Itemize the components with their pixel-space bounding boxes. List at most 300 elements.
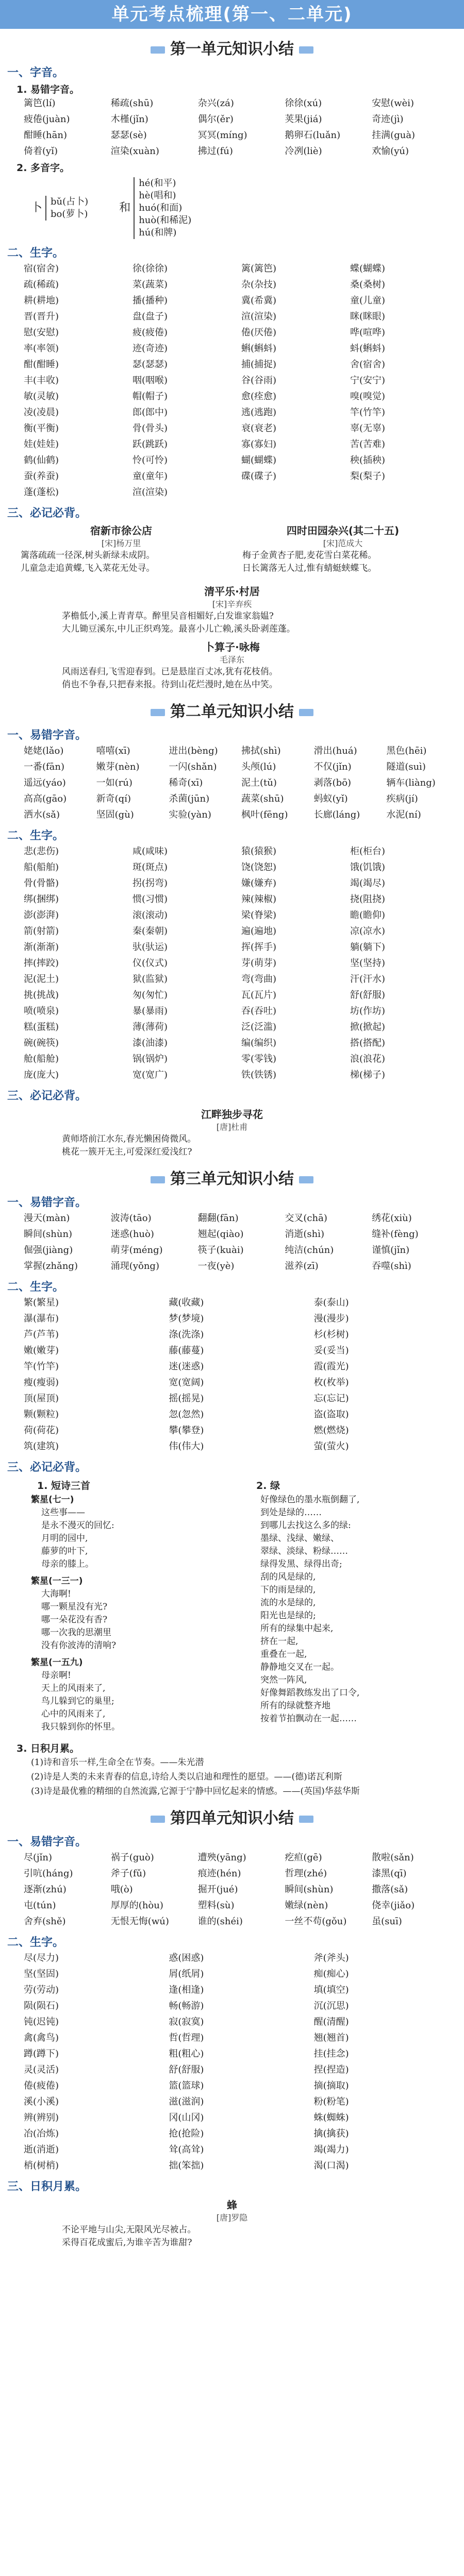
char-item: 糕(蛋糕) xyxy=(24,1022,59,1032)
pron-item: 逐渐(zhú) xyxy=(24,1884,67,1895)
pron-item: 头颅(lú) xyxy=(241,761,276,772)
pron-item: 枫叶(fēng) xyxy=(241,809,288,820)
char-item: 躺(躺下) xyxy=(350,942,386,953)
pron-item: 冥冥(míng) xyxy=(197,130,247,141)
char-item: 搭(搭配) xyxy=(350,1038,386,1048)
char-item: 猿(猿猴) xyxy=(241,846,277,857)
pron-item: 一番(fān) xyxy=(24,761,65,772)
song-line: 下的雨是绿的, xyxy=(260,1585,316,1595)
poem-line: 大儿锄豆溪东,中儿正织鸡笼。最喜小儿亡赖,溪头卧剥莲蓬。 xyxy=(62,624,295,634)
char-item: 浪(浪花) xyxy=(350,1054,386,1064)
char-item: 蚕(养蚕) xyxy=(24,471,59,482)
char-item: 衡(平衡) xyxy=(24,423,59,434)
char-item: 骨(骨骼) xyxy=(24,878,59,889)
char-item: 芦(芦苇) xyxy=(24,1329,59,1340)
pron-item: 交叉(chā) xyxy=(285,1213,327,1224)
u1-char-grid xyxy=(24,262,456,499)
char-item: 藤(藤蔓) xyxy=(169,1345,204,1356)
song-block xyxy=(21,1494,224,1571)
char-item: 丰(丰收) xyxy=(24,375,59,386)
char-item: 梁(脊梁) xyxy=(241,910,277,921)
char-item: 迷(迷惑) xyxy=(169,1361,204,1372)
saying: (3)诗是最优雅的精细的自然流露,它源于宁静中回忆起来的情感。——(英国)华兹华斯 xyxy=(31,1786,360,1797)
poem-title: 卜算子·咏梅 xyxy=(204,641,260,653)
pron-item: 哲理(zhé) xyxy=(285,1868,327,1879)
char-item: 桑(桑树) xyxy=(350,279,386,290)
char-item: 眯(眯眼) xyxy=(350,311,386,322)
char-item: 哗(喧哗) xyxy=(350,327,386,338)
u3-sub-c: 3. 日积月累。 xyxy=(16,1743,80,1754)
char-item: 坊(作坊) xyxy=(350,1006,386,1016)
pron-item: 一夜(yè) xyxy=(197,1261,235,1272)
char-item: 寡(寡妇) xyxy=(241,439,277,450)
poem-line: 黄师塔前江水东,春光懒困倚微风。 xyxy=(62,1134,196,1144)
pron-item: 辆车(liàng) xyxy=(386,777,436,788)
char-item: 耕(耕地) xyxy=(24,295,59,306)
char-item: 帽(帽子) xyxy=(132,391,168,402)
song-line: 所有的绿集中起来, xyxy=(260,1623,334,1634)
song-line: 挤在一起, xyxy=(260,1636,299,1647)
pron-item: 迸出(bèng) xyxy=(169,745,218,756)
char-item: 宁(安宁) xyxy=(350,375,386,386)
poem xyxy=(21,523,222,575)
char-item: 泰(泰山) xyxy=(313,1297,349,1308)
char-item: 悲(悲伤) xyxy=(24,846,59,857)
u1-poems xyxy=(21,523,443,580)
poem xyxy=(62,584,402,636)
song-title: 繁星(一五九) xyxy=(31,1657,83,1668)
char-item: 酣(酣睡) xyxy=(24,359,59,370)
char-item: 坚(坚固) xyxy=(24,1969,59,1979)
pron-item: 倔强(jiàng) xyxy=(24,1245,73,1256)
u4-sec3: 三、日积月累。 xyxy=(7,2180,87,2193)
char-item: 谷(谷雨) xyxy=(241,375,277,386)
char-item: 漫(漫步) xyxy=(313,1313,349,1324)
pron-item: 稀奇(xī) xyxy=(169,777,203,788)
char-item: 惑(困惑) xyxy=(169,1953,204,1963)
char-item: 涤(洗涤) xyxy=(169,1329,204,1340)
char-item: 篱(篱笆) xyxy=(241,263,277,274)
pron-item: 瑟瑟(sè) xyxy=(110,130,147,141)
pron-item: 谨慎(jǐn) xyxy=(372,1245,410,1256)
char-item: 渴(口渴) xyxy=(313,2160,349,2171)
char-item: 梯(梯子) xyxy=(350,1070,386,1080)
pron-item: 渲染(xuàn) xyxy=(110,146,159,157)
char-item: 衰(衰老) xyxy=(241,423,277,434)
char-item: 凌(凌晨) xyxy=(24,407,59,418)
pron-item: 杂兴(zá) xyxy=(197,98,234,109)
pron-item: 引吭(háng) xyxy=(24,1868,73,1879)
song-line: 哪一朵花没有香? xyxy=(41,1615,108,1625)
char-item: 尽(尽力) xyxy=(24,1953,59,1963)
pron-item: 徐徐(xú) xyxy=(285,98,322,109)
char-item: 饶(饶恕) xyxy=(241,862,277,873)
poem-author: [宋]杨万里 xyxy=(101,538,141,548)
polyphone-readings xyxy=(134,177,191,239)
pron-item: 木槿(jǐn) xyxy=(110,114,148,125)
pron-item: 撒落(sǎ) xyxy=(372,1884,408,1895)
song-title: 繁星(一三一) xyxy=(31,1576,83,1586)
pron-item: 坚固(gù) xyxy=(96,809,134,820)
song-line: 这些事—— xyxy=(41,1507,85,1518)
song-line: 绿得发黑、绿得出奇; xyxy=(260,1559,342,1569)
char-item: 仪(仪式) xyxy=(132,958,168,969)
song-line: 没有你波涛的清响? xyxy=(41,1640,117,1651)
u1-sec1: 一、字音。 xyxy=(7,66,64,79)
pron-item: 纯洁(chún) xyxy=(285,1245,334,1256)
char-item: 柜(柜台) xyxy=(350,846,386,857)
char-item: 筑(建筑) xyxy=(24,1441,59,1452)
unit4-title: 第四单元知识小结 xyxy=(0,1805,464,1828)
pron-item: 嫩芽(nèn) xyxy=(96,761,140,772)
char-item: 暴(暴雨) xyxy=(132,1006,168,1016)
pron-item: 嘻嘻(xī) xyxy=(96,745,130,756)
char-item: 溪(小溪) xyxy=(24,2096,59,2107)
char-item: 率(率领) xyxy=(24,343,59,354)
pron-item: 筷子(kuài) xyxy=(197,1245,244,1256)
song-line: 静静地交叉在一起。 xyxy=(260,1662,339,1672)
char-item: 填(填空) xyxy=(313,1985,349,1995)
song-line: 藤萝的叶下, xyxy=(41,1546,88,1556)
char-item: 匆(匆忙) xyxy=(132,990,168,1001)
saying: (1)诗和音乐一样,生命全在节奏。——朱光潜 xyxy=(31,1757,204,1768)
char-item: 蝴(蝴蝶) xyxy=(241,455,277,466)
char-item: 芽(萌芽) xyxy=(241,958,277,969)
pron-item: 杀菌(jūn) xyxy=(169,793,210,804)
song-title: 繁星(七一) xyxy=(31,1495,74,1505)
char-item: 锅(锅炉) xyxy=(132,1054,168,1064)
char-item: 怜(可怜) xyxy=(132,455,168,466)
char-item: 蝌(蝌蚪) xyxy=(241,343,277,354)
char-item: 咽(咽喉) xyxy=(132,375,168,386)
char-item: 翘(翘首) xyxy=(313,2032,349,2043)
char-item: 冀(希冀) xyxy=(241,295,277,306)
char-item: 畅(畅游) xyxy=(169,2001,204,2011)
poem-line: 桃花一簇开无主,可爱深红爱浅红? xyxy=(62,1147,192,1157)
char-item: 灵(灵活) xyxy=(24,2064,59,2075)
poem xyxy=(62,640,402,691)
char-item: 荷(荷花) xyxy=(24,1425,59,1436)
pron-item: 酣睡(hān) xyxy=(24,130,67,141)
pron-item: 遭殃(yāng) xyxy=(197,1852,246,1863)
poem-title: 蜂 xyxy=(227,2199,237,2211)
u3-sub-b: 2. 绿 xyxy=(256,1480,280,1492)
char-item: 跃(跳跃) xyxy=(132,439,168,450)
polyphone-char: 和 xyxy=(119,201,131,214)
song-line: 好像绿色的墨水瓶倒翻了, xyxy=(260,1495,360,1505)
pron-item: 痕迹(hén) xyxy=(197,1868,241,1879)
pron-item: 姥姥(lǎo) xyxy=(24,745,64,756)
polyphone-reading: huó(和面) xyxy=(139,202,183,213)
char-item: 藏(收藏) xyxy=(169,1297,204,1308)
poem-line: 日长篱落无人过,惟有蜻蜓蛱蝶飞。 xyxy=(242,563,377,573)
char-item: 萤(萤火) xyxy=(313,1441,349,1452)
pron-item: 欢愉(yú) xyxy=(372,146,409,157)
pron-item: 谁的(shéi) xyxy=(197,1916,243,1927)
pron-item: 高高(gāo) xyxy=(24,793,67,804)
u1-sub1: 1. 易错字音。 xyxy=(16,84,80,95)
unit2-title: 第二单元知识小结 xyxy=(0,699,464,721)
char-item: 挥(挥手) xyxy=(241,942,277,953)
pron-item: 安慰(wèi) xyxy=(372,98,415,109)
char-item: 晋(晋升) xyxy=(24,311,59,322)
char-item: 碗(碗筷) xyxy=(24,1038,59,1048)
pron-item: 新奇(qí) xyxy=(96,793,131,804)
u2-sec2: 二、生字。 xyxy=(7,829,64,842)
char-item: 疏(稀疏) xyxy=(24,279,59,290)
pron-item: 疾病(jí) xyxy=(386,793,418,804)
char-item: 瞻(瞻仰) xyxy=(350,910,386,921)
char-item: 杉(杉树) xyxy=(313,1329,349,1340)
char-item: 瀑(瀑布) xyxy=(24,1313,59,1324)
song-line: 流的水是绿的, xyxy=(260,1598,316,1608)
char-item: 摘(摘取) xyxy=(313,2080,349,2091)
pron-item: 实验(yàn) xyxy=(169,809,211,820)
pron-item: 蔬菜(shū) xyxy=(241,793,284,804)
song-line: 哪一次我的思潮里 xyxy=(41,1628,111,1638)
u1-polyphones xyxy=(31,177,464,239)
polyphone-char: 卜 xyxy=(31,201,43,214)
char-item: 疲(疲倦) xyxy=(132,327,168,338)
pron-item: 翻翻(fān) xyxy=(197,1213,239,1224)
poem-title: 宿新市徐公店 xyxy=(90,524,152,537)
pron-item: 滑出(huá) xyxy=(313,745,357,756)
char-item: 铁(铁锈) xyxy=(241,1070,277,1080)
char-item: 挠(阻挠) xyxy=(350,894,386,905)
pron-item: 奇迹(jì) xyxy=(372,114,404,125)
pron-item: 泥土(tǔ) xyxy=(241,777,277,788)
pron-item: 嫩绿(nèn) xyxy=(285,1900,328,1911)
poem-author: [唐]杜甫 xyxy=(216,1122,248,1132)
unit3-title: 第三单元知识小结 xyxy=(0,1166,464,1189)
u3-pron-grid xyxy=(24,1212,456,1273)
song-right xyxy=(240,1494,443,1725)
char-item: 竿(竹竿) xyxy=(350,407,386,418)
u1-poems-wide xyxy=(0,584,464,691)
char-item: 沉(沉思) xyxy=(313,2001,349,2011)
char-item: 娃(娃娃) xyxy=(24,439,59,450)
u1-pron-grid xyxy=(24,97,456,158)
u4-sec2: 二、生字。 xyxy=(7,1936,64,1949)
pron-item: 哦(ò) xyxy=(110,1884,133,1895)
pron-item: 一闪(shǎn) xyxy=(169,761,217,772)
char-item: 捏(捏造) xyxy=(313,2064,349,2075)
pron-item: 尽(jǐn) xyxy=(24,1852,52,1863)
pron-item: 稀疏(shū) xyxy=(110,98,154,109)
pron-item: 消逝(shì) xyxy=(285,1229,325,1240)
song-line: 哪一颗星没有光? xyxy=(41,1602,108,1612)
polyphone-reading: hé(和平) xyxy=(139,178,176,189)
song-line: 刮的风是绿的, xyxy=(260,1572,316,1582)
char-item: 竭(竭力) xyxy=(313,2144,349,2155)
u4-pron-grid xyxy=(24,1851,456,1928)
u2-pron-grid xyxy=(24,744,456,822)
char-item: 冶(冶炼) xyxy=(24,2128,59,2139)
char-item: 泛(泛滥) xyxy=(241,1022,277,1032)
char-item: 嗅(嗅觉) xyxy=(350,391,386,402)
songs-left-list xyxy=(21,1494,224,1734)
char-item: 汗(汗水) xyxy=(350,974,386,985)
u3-sayings xyxy=(0,1756,464,1798)
char-item: 寂(寂寞) xyxy=(169,2016,204,2027)
char-item: 澎(澎湃) xyxy=(24,910,59,921)
pron-item: 疲倦(juàn) xyxy=(24,114,70,125)
char-item: 醒(清醒) xyxy=(313,2016,349,2027)
pron-item: 洒水(sǎ) xyxy=(24,809,60,820)
char-item: 郎(郎中) xyxy=(132,407,168,418)
char-item: 倦(厌倦) xyxy=(241,327,277,338)
poem-line: 篱落疏疏一径深,树头新绿未成阴。 xyxy=(21,550,155,561)
char-item: 掀(掀起) xyxy=(350,1022,386,1032)
u2-poem xyxy=(62,1107,402,1159)
char-item: 禽(禽鸟) xyxy=(24,2032,59,2043)
poem-line: 儿童急走追黄蝶,飞入菜花无处寻。 xyxy=(21,563,155,573)
char-item: 擒(擒获) xyxy=(313,2128,349,2139)
char-item: 碟(碟子) xyxy=(241,471,277,482)
char-item: 蚪(蝌蚪) xyxy=(350,343,386,354)
char-item: 徐(徐徐) xyxy=(132,263,168,274)
poem-line: 梅子金黄杏子肥,麦花雪白菜花稀。 xyxy=(242,550,377,561)
char-item: 渲(渲染) xyxy=(132,487,168,498)
char-item: 抢(抢险) xyxy=(169,2128,204,2139)
char-item: 嫌(嫌弃) xyxy=(241,878,277,889)
char-item: 鹤(仙鹤) xyxy=(24,455,59,466)
char-item: 吞(吞吐) xyxy=(241,1006,277,1016)
char-item: 忽(忽然) xyxy=(169,1409,204,1420)
song-line: 天上的风雨来了, xyxy=(41,1683,106,1693)
char-item: 蝶(蝴蝶) xyxy=(350,263,386,274)
poem-title: 江畔独步寻花 xyxy=(201,1108,263,1121)
song-line: 所有的绿就整齐地 xyxy=(260,1701,330,1711)
char-item: 粗(粗心) xyxy=(169,2048,204,2059)
poem xyxy=(242,523,443,575)
pron-item: 一如(rú) xyxy=(96,777,132,788)
polyphone-readings xyxy=(45,196,88,221)
u3-sec3: 三、必记必背。 xyxy=(7,1461,87,1474)
char-item: 逃(逃跑) xyxy=(241,407,277,418)
song-line: 到哪儿去找这么多的绿: xyxy=(260,1520,351,1531)
char-item: 梢(树梢) xyxy=(24,2160,59,2171)
char-item: 播(播种) xyxy=(132,295,168,306)
char-item: 梨(梨子) xyxy=(350,471,386,482)
u4-poem xyxy=(62,2198,402,2249)
pron-item: 荚果(jiá) xyxy=(285,114,322,125)
pron-item: 倚着(yǐ) xyxy=(24,146,58,157)
pron-item: 散啦(sǎn) xyxy=(372,1852,414,1863)
char-item: 冈(山冈) xyxy=(169,2112,204,2123)
char-item: 骨(骨头) xyxy=(132,423,168,434)
char-item: 伟(伟大) xyxy=(169,1441,204,1452)
pron-item: 遥远(yáo) xyxy=(24,777,66,788)
pron-item: 瞬间(shùn) xyxy=(285,1884,334,1895)
char-item: 枚(枚举) xyxy=(313,1377,349,1388)
song-line: 母亲的膝上。 xyxy=(41,1559,94,1569)
pron-item: 漆黑(qī) xyxy=(372,1868,407,1879)
char-item: 咸(咸味) xyxy=(132,846,168,857)
unit1-title: 第一单元知识小结 xyxy=(0,36,464,59)
pron-item: 鹅卵石(luǎn) xyxy=(285,130,341,141)
pron-item: 瞬间(shùn) xyxy=(24,1229,73,1240)
char-item: 颗(颗粒) xyxy=(24,1409,59,1420)
pron-item: 一丝不苟(gǒu) xyxy=(285,1916,347,1927)
pron-item: 冷冽(liè) xyxy=(285,146,322,157)
char-item: 驮(驮运) xyxy=(132,942,168,953)
char-item: 编(编织) xyxy=(241,1038,277,1048)
char-item: 舒(舒服) xyxy=(350,990,386,1001)
char-item: 箭(射箭) xyxy=(24,926,59,937)
pron-item: 萌芽(méng) xyxy=(110,1245,163,1256)
song-line: 重叠在一起, xyxy=(260,1649,307,1659)
pron-item: 翘起(qiào) xyxy=(197,1229,244,1240)
pron-item: 挂满(guà) xyxy=(372,130,416,141)
pron-item: 偶尔(ěr) xyxy=(197,114,234,125)
char-item: 挑(挑战) xyxy=(24,990,59,1001)
pron-item: 无恨无悔(wú) xyxy=(110,1916,169,1927)
char-item: 宽(宽阔) xyxy=(169,1377,204,1388)
pron-item: 波涛(tāo) xyxy=(110,1213,152,1224)
polyphone-reading: huò(和稀泥) xyxy=(139,215,192,226)
char-item: 霞(霞光) xyxy=(313,1361,349,1372)
char-item: 摇(摇晃) xyxy=(169,1393,204,1404)
char-item: 滚(滚动) xyxy=(132,910,168,921)
char-item: 慰(安慰) xyxy=(24,327,59,338)
song-line: 我只躲到你的怀里。 xyxy=(41,1722,120,1732)
char-item: 薄(薄荷) xyxy=(132,1022,168,1032)
poem-line: 俏也不争春,只把春来报。待到山花烂漫时,她在丛中笑。 xyxy=(62,680,278,690)
pron-item: 祸子(guò) xyxy=(110,1852,154,1863)
char-item: 逝(消逝) xyxy=(24,2144,59,2155)
char-item: 船(船舶) xyxy=(24,862,59,873)
char-item: 粉(粉笔) xyxy=(313,2096,349,2107)
polyphone-reading: hè(唱和) xyxy=(139,190,176,201)
polyphone-reading: bǔ(占卜) xyxy=(51,196,89,207)
char-item: 逢(相逢) xyxy=(169,1985,204,1995)
pron-item: 不仅(jǐn) xyxy=(313,761,352,772)
char-item: 渲(渲染) xyxy=(241,311,277,322)
char-item: 妥(妥当) xyxy=(313,1345,349,1356)
u1-sub2: 2. 多音字。 xyxy=(16,162,70,174)
char-item: 菜(蔬菜) xyxy=(132,279,168,290)
poem-author: [唐]罗隐 xyxy=(216,2213,248,2223)
u4-sec1: 一、易错字音。 xyxy=(7,1836,87,1849)
char-item: 陨(陨石) xyxy=(24,2001,59,2011)
char-item: 惯(习惯) xyxy=(132,894,168,905)
char-item: 迹(奇迹) xyxy=(132,343,168,354)
pron-item: 舍弃(shě) xyxy=(24,1916,66,1927)
char-item: 繁(繁星) xyxy=(24,1297,59,1308)
song-block xyxy=(21,1656,224,1734)
song-line: 大海啊! xyxy=(41,1589,71,1599)
u3-char-grid xyxy=(24,1296,456,1453)
char-item: 童(儿童) xyxy=(350,295,386,306)
pron-item: 滋养(zī) xyxy=(285,1261,319,1272)
char-item: 遍(遍地) xyxy=(241,926,277,937)
char-item: 凉(凉水) xyxy=(350,926,386,937)
pron-item: 篱笆(lí) xyxy=(24,98,56,109)
char-item: 燃(燃烧) xyxy=(313,1425,349,1436)
pron-item: 隧道(suì) xyxy=(386,761,426,772)
char-item: 瓦(瓦片) xyxy=(241,990,277,1001)
u4-char-grid xyxy=(24,1952,456,2173)
song-line: 按着节拍飘动在一起…… xyxy=(260,1714,357,1724)
char-item: 秧(插秧) xyxy=(350,455,386,466)
char-item: 盘(盘子) xyxy=(132,311,168,322)
u3-songs xyxy=(21,1478,443,1738)
char-item: 钝(迟钝) xyxy=(24,2016,59,2027)
char-item: 泥(泥土) xyxy=(24,974,59,985)
song-line: 鸟儿躲到它的巢里; xyxy=(41,1696,114,1706)
pron-item: 水泥(ní) xyxy=(386,809,421,820)
